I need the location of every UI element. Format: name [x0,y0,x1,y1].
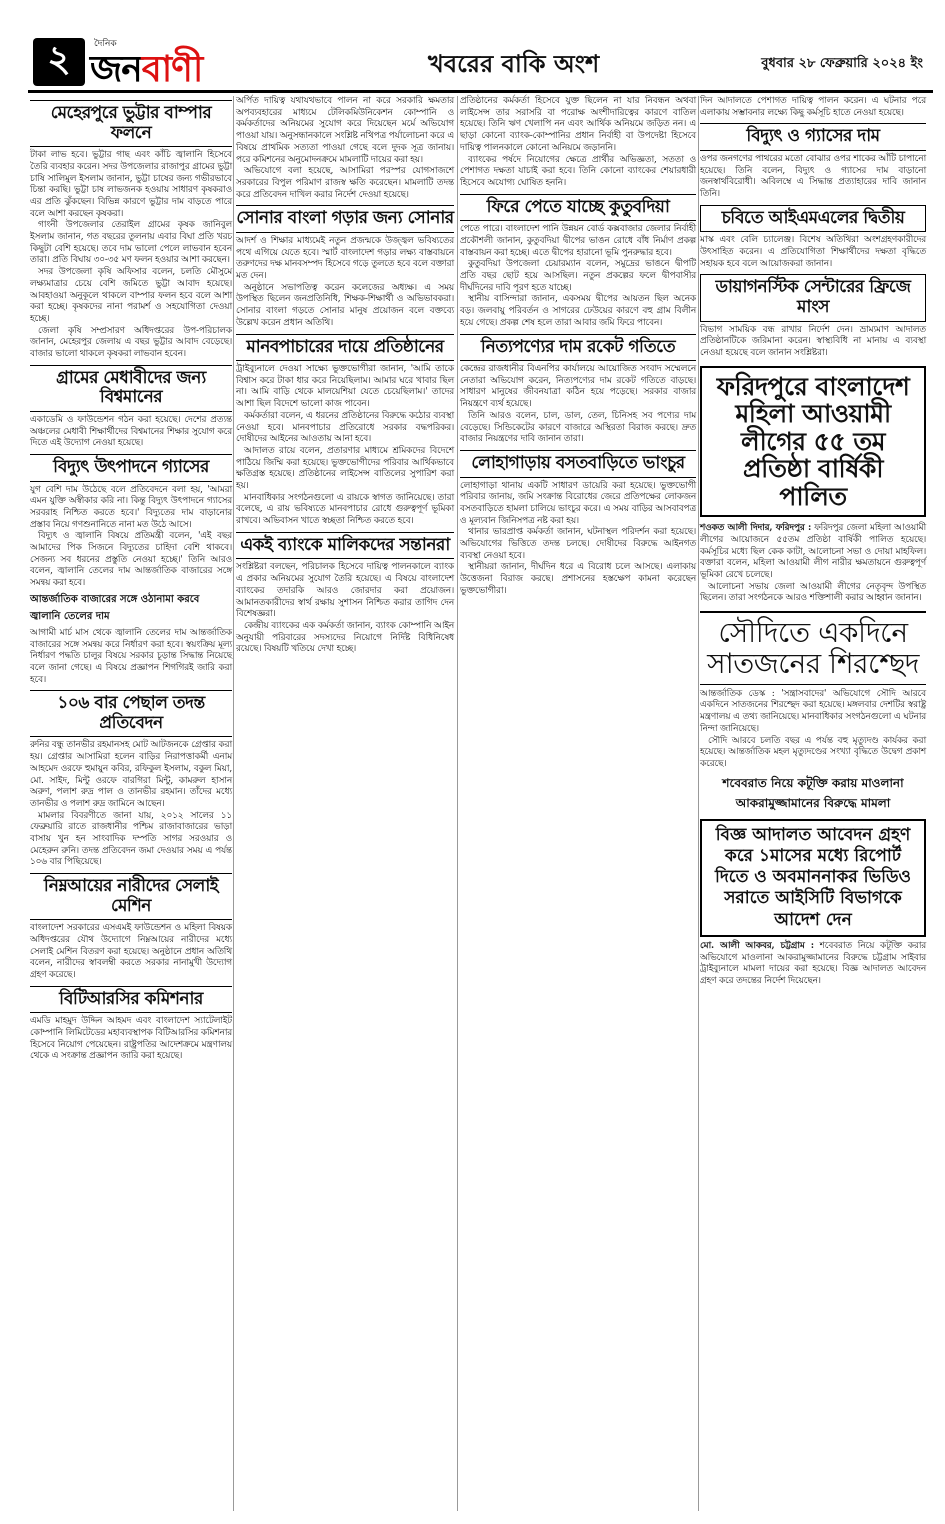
article-text [700,523,926,582]
article-lead-text: শবেবরাত নিয়ে কটূক্তি করার অভিযোগে মাওলানা আকরামুজ্জামানের বিরুদ্ধে চট্টগ্রাম সাইবার ট্রাইব্যুনালে মামলা দায়ের করা হয়েছে। বিজ্ঞ আদালত আবেদন গ্রহণ করে তদন্তের নির্দেশ দিয়েছেন। [700,940,926,987]
column-4 [700,96,926,988]
headline-human-trafficking: মানবপাচারের দায়ে প্রতিষ্ঠানের [236,334,454,362]
article-text: আগামী মার্চ মাস থেকে জ্বালানি তেলের দাম আন্তর্জাতিক বাজারের সঙ্গে সমন্বয় করে নির্ধারণ করা হবে। স্বয়ংক্রিয় মূল্য নির্ধারণ পদ্ধতি চালুর বিষয়ে সরকার চূড়ান্ত সিদ্ধান্ত নিয়েছে বলে জানা গেছে। এ বিষয়ে প্রজ্ঞাপন শিগগিরই জারি করা হবে। [30,627,232,685]
article-text: ব্যাংকের পর্ষদে নিয়োগের ক্ষেত্রে প্রার্থীর অভিজ্ঞতা, সততা ও পেশাগত দক্ষতা যাচাই করা হবে। তিনি কোনো ব্যাংকের শেয়ারধারী হিসেবে অযোগ্য ঘোষিত হননি। [460,154,696,188]
dateline: বুধবার ২৮ ফেব্রুয়ারি ২০২৪ ইং [761,56,923,71]
article-text: তিনি আরও বলেন, চাল, ডাল, তেল, চিনিসহ সব পণ্যের দাম বেড়েছে। সিন্ডিকেটের কারণে বাজারে অস্থিরতা বিরাজ করছে। দ্রুত বাজার নিয়ন্ত্রণের দাবি জানান তারা। [460,410,696,445]
masthead [8,38,937,94]
headline-bank-owners-children: একই ব্যাংকে মালিকদের সন্তানরা [236,532,454,560]
masthead-rule [28,90,933,93]
article-text: এমডি মাহমুদ উদ্দিন আহমদ এবং বাংলাদেশ স্যাটেলাইট কোম্পানি লিমিটেডের মহাব্যবস্থাপক বিটিআরসির কমিশনার হিসেবে নিয়োগ পেয়েছেন। রাষ্ট্রপতির আদেশক্রমে মন্ত্রণালয় থেকে এ সংক্রান্ত প্রজ্ঞাপন জারি করা হয়েছে। [30,1016,232,1062]
article-text: অভিযোগে বলা হয়েছে, আসামিরা পরস্পর যোগসাজশে সরকারের বিপুল পরিমাণ রাজস্ব ক্ষতি করেছেন। মামলাটি তদন্ত করে প্রতিবেদন দাখিল করার নির্দেশ দেওয়া হয়েছে। [236,166,454,200]
column-divider [233,96,234,1511]
byline: শওকত আলী দিদার, ফরিদপুর : [700,523,812,534]
article-text: রুনির বন্ধু তানভীর রহমানসহ মোট আটজনকে গ্রেপ্তার করা হয়। গ্রেপ্তার আসামিরা হলেন বাড়ির নিরাপত্তাকর্মী এনাম আহমেদ ওরফে হুমায়ুন কবির, রফিকুল ইসলাম, বকুল মিয়া, মো. সাইদ, মিন্টু ওরফে বারগিরা মিন্টু, কামরুল হাসান অরুণ, পলাশ রুদ্র পাল ও তানভীর রহমান। তাঁদের মধ্যে তানভীর ও পলাশ রুদ্র জামিনে আছেন। [30,740,232,809]
headline-gas-power: বিদ্যুৎ উৎপাদনে গ্যাসের [30,454,232,482]
article-text: কেন্দ্রীয় ব্যাংকের এক কর্মকর্তা জানান, ব্যাংক কোম্পানি আইন অনুযায়ী পরিবারের সদস্যদের নিয়োগে নির্দিষ্ট বিধিনিষেধ রয়েছে। বিষয়টি খতিয়ে দেখা হচ্ছে। [236,620,454,655]
article-text: ট্রাইব্যুনালে দেওয়া সাক্ষ্যে ভুক্তভোগীরা জানান, 'আমি তাকে বিশ্বাস করে টাকা ধার করে নিয়েছিলাম। আমার ঘরে খাবার ছিল না। আমি বাড়ি থেকে মালয়েশিয়া যেতে চেয়েছিলাম।' তাদের আশা ছিল বিদেশে ভালো কাজ পাবেন। [236,364,454,410]
article-text: স্থানীয় বাসিন্দারা জানান, একসময় দ্বীপের আয়তন ছিল অনেক বড়। জলবায়ু পরিবর্তন ও সাগরের ঢেউয়ের কারণে বহু গ্রাম বিলীন হয়ে গেছে। প্রকল্প শেষ হলে তারা আবার জমি ফিরে পাবেন। [460,294,696,328]
article-text: সদর উপজেলা কৃষি অফিসার বলেন, চলতি মৌসুমে লক্ষ্যমাত্রার চেয়ে বেশি জমিতে ভুট্টা আবাদ হয়েছে। আবহাওয়া অনুকূলে থাকলে বাম্পার ফলন হবে বলে আশা করা হচ্ছে। কৃষকদের নানা পরামর্শ ও সহযোগিতা দেওয়া হচ্ছে। [30,267,232,324]
article-text: গাংনী উপজেলার তেরাইল গ্রামের কৃষক জানিবুল ইসলাম জানান, গত বছরের তুলনায় এবার বিঘা প্রতি খরচ কিছুটা বেশি হয়েছে। তবে দাম ভালো পেলে লাভবান হবেন তারা। প্রতি বিঘায় ৩০-৩৫ মণ ফলন হওয়ার আশা করছেন। [30,220,232,266]
subheading-fuel-price: আন্তর্জাতিক বাজারের সঙ্গে ওঠানামা করবে জ্বালানি তেলের দাম [30,593,200,622]
column-2 [236,96,454,656]
article-text: অনুষ্ঠানে সভাপতিত্ব করেন কলেজের অধ্যক্ষ। এ সময় উপস্থিত ছিলেন জনপ্রতিনিধি, শিক্ষক-শিক্ষার্থী ও অভিভাবকরা। সোনার বাংলা গড়তে সোনার মানুষ প্রয়োজন বলে বক্তব্যে উল্লেখ করেন প্রধান অতিথি। [236,282,454,328]
article-text: প্রতিষ্ঠানের কর্মকর্তা হিসেবে যুক্ত ছিলেন না যার নিবন্ধন অথবা লাইসেন্স তার সরাসরি বা পরোক্ষ অংশীদারিত্বের কারণে বাতিল হয়েছে। তিনি ঋণ খেলাপি নন এবং আর্থিক অনিয়মে জড়িত নন। এ ছাড়া কোনো ব্যাংক-কোম্পানির প্রধান নির্বাহী বা উপদেষ্টা হিসেবে দায়িত্ব পালনকালে কোনো অনিয়মে জড়াননি। [460,96,696,153]
article-text: আদর্শ ও শিক্ষার মাধ্যমেই নতুন প্রজন্মকে উজ্জ্বল ভবিষ্যতের পথে এগিয়ে যেতে হবে। স্মার্ট বাংলাদেশ গড়ার লক্ষ্য বাস্তবায়নে তরুণদের দক্ষ মানবসম্পদ হিসেবে গড়ে তুলতে হবে বলে বক্তারা মত দেন। [236,235,454,281]
article-text: আদালত রায়ে বলেন, প্রতারণার মাধ্যমে শ্রমিকদের বিদেশে পাঠিয়ে জিম্মি করা হয়েছে। ভুক্তভোগীদের পরিবার আর্থিকভাবে ক্ষতিগ্রস্ত হয়েছে। প্রতিষ্ঠানের লাইসেন্স বাতিলের সুপারিশ করা হয়। [236,445,454,492]
article-text: বিভাগ সাময়িক বন্ধ রাখার নির্দেশ দেন। ভ্রাম্যমাণ আদালত প্রতিষ্ঠানটিকে জরিমানা করেন। স্বাস্থ্যবিধি না মানায় এ ব্যবস্থা নেওয়া হয়েছে বলে জানান সংশ্লিষ্টরা। [700,324,926,358]
logo-part-2: বাণী [141,48,203,90]
byline: মো. আলী আকবর, চট্টগ্রাম : [700,940,814,951]
column-divider [698,96,699,1511]
article-text: আন্তর্জাতিক ডেস্ক : 'সন্ত্রাসবাদের' অভিযোগে সৌদি আরবে একদিনে সাতজনের শিরশ্ছেদ করা হয়েছে। মঙ্গলবার দেশটির স্বরাষ্ট্র মন্ত্রণালয় এ তথ্য জানিয়েছে। মানবাধিকার সংগঠনগুলো এ ঘটনার নিন্দা জানিয়েছে। [700,688,926,734]
headline-kutubdia: ফিরে পেতে যাচ্ছে কুতুবদিয়া [460,194,696,222]
article-text: অর্পিত দায়িত্ব যথাযথভাবে পালন না করে সরকারি ক্ষমতার অপব্যবহারের মাধ্যমে টেলিকমিউনিকেশন কোম্পানি ও কর্মকর্তাদের অনিয়মের সুযোগ করে দিয়েছেন মর্মে অভিযোগ পাওয়া যায়। অনুসন্ধানকালে সংশ্লিষ্ট নথিপত্র পর্যালোচনা করে এ বিষয়ে প্রাথমিক সত্যতা পাওয়া গেছে বলে দুদক সূত্র জানায়। পরে কমিশনের অনুমোদনক্রমে মামলাটি দায়ের করা হয়। [236,96,454,165]
article-text: কর্মকর্তারা বলেন, এ ধরনের প্রতিষ্ঠানের বিরুদ্ধে কঠোর ব্যবস্থা নেওয়া হবে। মানবপাচার প্রতিরোধে সরকার বদ্ধপরিকর। দোষীদের আইনের আওতায় আনা হবে। [236,410,454,445]
article-text: মামলার বিবরণীতে জানা যায়, ২০১২ সালের ১১ ফেব্রুয়ারি রাতে রাজধানীর পশ্চিম রাজাবাজারের ভাড়া বাসায় খুন হন সাংবাদিক দম্পতি সাগর সরওয়ার ও মেহেরুন রুনি। তদন্ত প্রতিবেদন জমা দেওয়ার সময় এ পর্যন্ত ১০৬ বার পিছিয়েছে। [30,810,232,868]
headline-cu-iml: চবিতে আইএমএলের দ্বিতীয় [700,205,926,233]
column-3 [460,96,696,598]
article-text: পেতে পারে। বাংলাদেশ পানি উন্নয়ন বোর্ড কক্সবাজার জেলার নির্বাহী প্রকৌশলী জানান, কুতুবদিয়া দ্বীপের ভাঙন রোধে বাঁধ নির্মাণ প্রকল্প বাস্তবায়ন করা হচ্ছে। এতে দ্বীপের হারানো ভূমি পুনরুদ্ধার হবে। [460,224,696,258]
article-text: দিন আদালতে পেশাগত দায়িত্ব পালন করেন। এ ঘটনার পরে এলাকায় সম্ভাবনার লক্ষ্যে কিছু কর্মসূচি হাতে নেওয়া হয়েছে। [700,96,926,118]
headline-power-gas-price: বিদ্যুৎ ও গ্যাসের দাম [700,123,926,151]
article-text: কুতুবদিয়া উপজেলা চেয়ারম্যান বলেন, সমুদ্রের ভাঙনে দ্বীপটি প্রতি বছর ছোট হয়ে আসছিল। নতুন প্রকল্পের ফলে দ্বীপবাসীর দীর্ঘদিনের দাবি পূরণ হতে যাচ্ছে। [460,259,696,293]
article-text: বাংলাদেশ সরকারের এসএমই ফাউন্ডেশন ও মহিলা বিষয়ক অধিদপ্তরের যৌথ উদ্যোগে নিম্নআয়ের নারীদের মধ্যে সেলাই মেশিন বিতরণ করা হয়েছে। অনুষ্ঠানে প্রধান অতিথি বলেন, নারীদের স্বাবলম্বী করতে সরকার নানামুখী উদ্যোগ গ্রহণ করেছে। [30,923,232,981]
article-text: মাস্ক এবং বেলি চ্যালেঞ্জ। বিশেষ অতিথিরা অংশগ্রহণকারীদের উৎসাহিত করেন। এ প্রতিযোগিতা শিক্ষার্থীদের দক্ষতা বৃদ্ধিতে সহায়ক হবে বলে আয়োজকরা জানান। [700,235,926,269]
headline-village-talents: গ্রামের মেধাবীদের জন্য বিশ্বমানের [30,365,232,412]
article-text: টাকা লাভ হবে। ভুট্টার গাছ এবং কাঁচি জ্বালানি হিসেবে তৈরি ব্যবহার করেন। সদর উপজেলার রাজাপুর গ্রামের ভুট্টা চাষি সালিমুল ইসলাম জানান, ভুট্টা চাষের জন্য গভীরভাবে চিন্তা করছি। ভুট্টা চাষ লাভজনক হওয়ায় সাধারণ কৃষকরাও এর প্রতি ঝুঁকছেন। বিভিন্ন কারণে ভুট্টার দাম বাড়তে পারে বলে আশা করছেন কৃষকরা। [30,150,232,219]
article-text [700,941,926,988]
article-text: সংশ্লিষ্টরা বলছেন, পরিচালক হিসেবে দায়িত্ব পালনকালে ব্যাংক এ প্রকার অনিয়মের সুযোগ তৈরি হয়েছে। এ বিষয়ে বাংলাদেশ ব্যাংকের তদারকি আরও জোরদার করা প্রয়োজন। আমানতকারীদের স্বার্থ রক্ষায় সুশাসন নিশ্চিত করার তাগিদ দেন বিশেষজ্ঞরা। [236,562,454,620]
column-divider [457,96,458,1511]
headline-commodity-prices: নিত্যপণ্যের দাম রকেট গতিতে [460,334,696,362]
headline-diagnostic-meat: ডায়াগনস্টিক সেন্টারের ফ্রিজে মাংস [700,274,926,321]
article-text: আলোচনা সভায় জেলা আওয়ামী লীগের নেতৃবৃন্দ উপস্থিত ছিলেন। তারা সংগঠনকে আরও শক্তিশালী করার আহ্বান জানান। [700,581,926,604]
subheading-shab-e-barat-case: শবেবরাত নিয়ে কটূক্তি করায় মাওলানা আকরামুজ্জামানের বিরুদ্ধে মামলা [722,775,904,810]
section-title: খবরের বাকি অংশ [428,50,600,78]
article-text: মানবাধিকার সংগঠনগুলো এ রায়কে স্বাগত জানিয়েছে। তারা বলেছে, এ রায় ভবিষ্যতে মানবপাচার রোধে গুরুত্বপূর্ণ ভূমিকা রাখবে। অভিবাসন খাতে স্বচ্ছতা নিশ্চিত করতে হবে। [236,492,454,527]
headline-lohagara-vandalism: লোহাগাড়ায় বসতবাড়িতে ভাংচুর [460,450,696,478]
page-number: ২ [33,38,85,86]
article-text: স্থানীয়রা জানান, দীর্ঘদিন ধরে এ বিরোধ চলে আসছে। এলাকায় উত্তেজনা বিরাজ করছে। প্রশাসনের হস্তক্ষেপ কামনা করেছেন ভুক্তভোগীরা। [460,562,696,596]
article-text: লোহাগাড়া থানায় একটি সাধারণ ডায়েরি করা হয়েছে। ভুক্তভোগী পরিবার জানায়, জমি সংক্রান্ত বিরোধের জেরে প্রতিপক্ষের লোকজন বসতবাড়িতে হামলা চালিয়ে ভাংচুর করে। এ সময় বাড়ির আসবাবপত্র ও মূল্যবান জিনিসপত্র নষ্ট করা হয়। [460,480,696,526]
headline-saudi-execution: সৌদিতে একদিনে সাতজনের শিরশ্ছেদ [700,611,926,685]
article-text: যুগ বেশি দাম উঠেছে বলে প্রতিবেদনে বলা হয়, 'আমরা এমন যুক্তি অস্বীকার করি না। কিন্তু বিদ্যুৎ উৎপাদনে গ্যাসের সরবরাহ নিশ্চিত করতে হবে।' বিদ্যুতের দাম বাড়ানোর প্রস্তাব নিয়ে গণশুনানিতে নানা মত উঠে আসে। [30,484,232,530]
headline-btrc-commissioner: বিটিআরসির কমিশনার [30,986,232,1014]
logo-text [90,42,202,102]
logo-daily-label: দৈনিক [94,39,117,49]
article-text: একাডেমি ও ফাউন্ডেশন গঠন করা হয়েছে। দেশের প্রত্যন্ত অঞ্চলের মেধাবী শিক্ষার্থীদের বিশ্বমানের শিক্ষার সুযোগ করে দিতে এই উদ্যোগ নেওয়া হয়েছে। [30,414,232,449]
headline-sewing-machines: নিম্নআয়ের নারীদের সেলাই মেশিন [30,873,232,920]
article-text: জেলা কৃষি সম্প্রসারণ অধিদপ্তরের উপ-পরিচালক জানান, মেহেরপুর জেলায় এ বছর ভুট্টার আবাদ বেড়েছে। বাজার ভালো থাকলে কৃষকরা লাভবান হবেন। [30,325,232,360]
logo-part-1: জন [90,48,142,90]
column-1 [30,96,232,1063]
headline-meherpur-maize: মেহেরপুরে ভুট্টার বাম্পার ফলনে [30,100,232,147]
headline-court-order: বিজ্ঞ আদালত আবেদন গ্রহণ করে ১মাসের মধ্যে রিপোর্ট দিতে ও অবমাননাকর ভিডিও সরাতে আইসিটি বিভাগকে আদেশ দেন [700,819,926,937]
headline-mohila-awami-league: ফরিদপুরে বাংলাদেশ মহিলা আওয়ামী লীগের ৫৫ তম প্রতিষ্ঠা বার্ষিকী পালিত [700,366,926,518]
article-text: থানার ভারপ্রাপ্ত কর্মকর্তা জানান, ঘটনাস্থল পরিদর্শন করা হয়েছে। অভিযোগের ভিত্তিতে তদন্ত চলছে। দোষীদের বিরুদ্ধে আইনগত ব্যবস্থা নেওয়া হবে। [460,527,696,561]
headline-investigation-report: ১০৬ বার পেছাল তদন্ত প্রতিবেদন [30,690,232,737]
article-text: কেন্দ্রের রাজধানীর বিএনপির কার্যালয়ে আয়োজিত সংবাদ সম্মেলনে নেতারা অভিযোগ করেন, নিত্যপণ্যের দাম রকেট গতিতে বাড়ছে। সাধারণ মানুষের জীবনযাত্রা কঠিন হয়ে পড়েছে। সরকার বাজার নিয়ন্ত্রণে ব্যর্থ হয়েছে। [460,364,696,410]
article-text: বিদ্যুৎ ও জ্বালানি বিষয়ে প্রতিমন্ত্রী বলেন, 'এই বছর আমাদের পিক সিজনে বিদ্যুতের চাহিদা বেশি থাকবে। সেজন্য সব ধরনের প্রস্তুতি নেওয়া হচ্ছে।' তিনি আরও বলেন, জ্বালানি তেলের দাম আন্তর্জাতিক বাজারের সঙ্গে সমন্বয় করা হবে। [30,531,232,589]
newspaper-logo [90,38,230,90]
article-text: ওপর জনগণের পাথরের মতো বোঝার ওপর শাকের আঁটি চাপানো হয়েছে। তিনি বলেন, বিদ্যুৎ ও গ্যাসের দাম বাড়ানো জনস্বার্থবিরোধী। অবিলম্বে এ সিদ্ধান্ত প্রত্যাহারের দাবি জানান তিনি। [700,153,926,200]
article-text: সৌদি আরবে চলতি বছর এ পর্যন্ত বহু মৃত্যুদণ্ড কার্যকর করা হয়েছে। আন্তর্জাতিক মহল মৃত্যুদণ্ডের সংখ্যা বৃদ্ধিতে উদ্বেগ প্রকাশ করেছে। [700,735,926,769]
article-lead-text: ফরিদপুর জেলা মহিলা আওয়ামী লীগের আয়োজনে ৫৫তম প্রতিষ্ঠা বার্ষিকী পালিত হয়েছে। কর্মসূচির মধ্যে ছিল কেক কাটা, আলোচনা সভা ও দোয়া মাহফিল। বক্তারা বলেন, মহিলা আওয়ামী লীগ নারীর ক্ষমতায়নে গুরুত্বপূর্ণ ভূমিকা রেখে চলেছে। [700,523,926,580]
headline-golden-bengal: সোনার বাংলা গড়ার জন্য সোনার [236,205,454,233]
